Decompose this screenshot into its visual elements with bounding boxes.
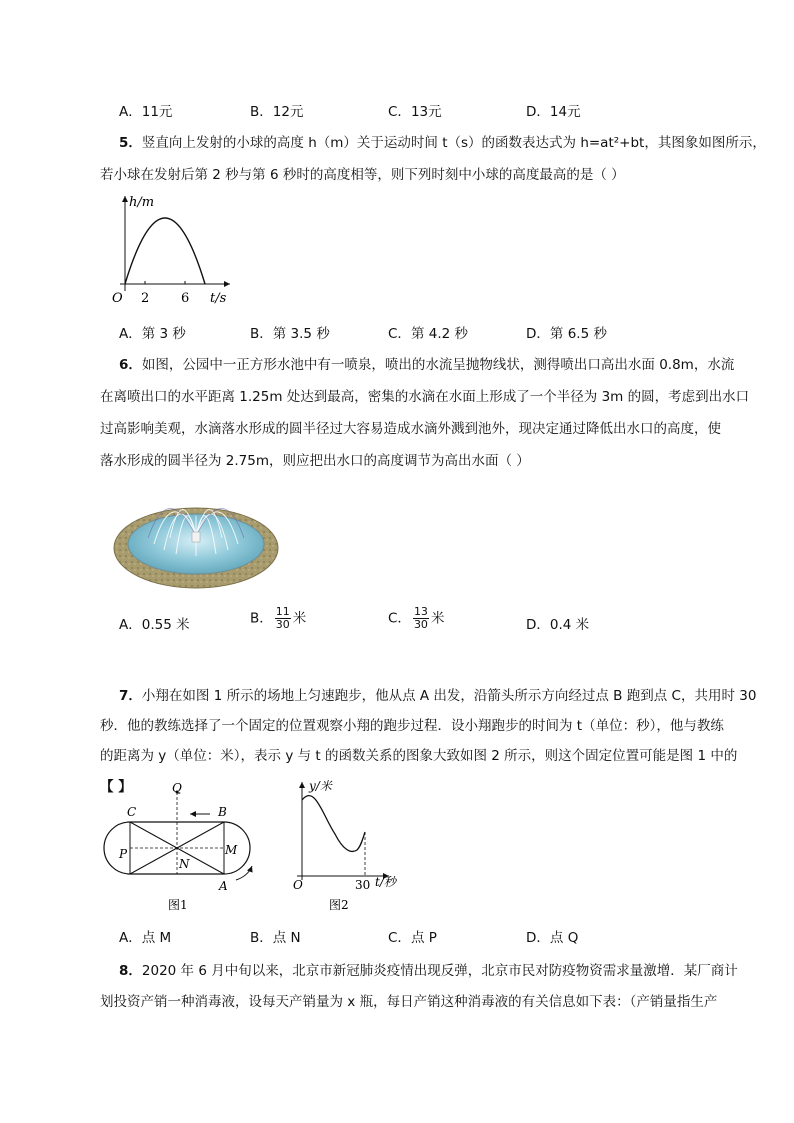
fountain-pool-image: [112, 488, 282, 592]
point-q-label: Q: [172, 782, 182, 795]
q7-figure-1-track: [100, 782, 265, 914]
q7-line-3: 的距离为 y（单位：米），表示 y 与 t 的函数关系的图象大致如图 2 所示，则这个固定位置可能是图 1 中的: [100, 748, 738, 764]
q6-option-b-fraction: $\frac{11}{30}$: [275, 605, 290, 631]
q5-tick-6: 6: [181, 291, 190, 306]
q5-option-d: D．第 6.5 秒: [526, 326, 607, 342]
q8-number: 8．: [119, 963, 142, 979]
q4-option-d: D．14元: [526, 104, 581, 120]
q7-origin: O: [293, 878, 303, 892]
q6-option-d: D．0.4 米: [526, 617, 590, 633]
q7-x-label: t/秒: [375, 875, 396, 889]
point-m-label: M: [225, 843, 238, 857]
q5-line-2: 若小球在发射后第 2 秒与第 6 秒时的高度相等，则下列时刻中小球的高度最高的是（ ）: [100, 167, 625, 183]
q7-tick-30: 30: [355, 878, 371, 892]
q5-tick-2: 2: [141, 291, 150, 306]
q5-parabola-graph: [100, 192, 250, 310]
point-a-label: A: [219, 879, 228, 893]
q7-option-d: D．点 Q: [526, 930, 579, 946]
point-c-label: C: [127, 805, 137, 819]
q4-option-c: C．13元: [388, 104, 442, 120]
q5-origin: O: [112, 291, 123, 306]
q6-line-3: 过高影响美观，水滴落水形成的圆半径过大容易造成水滴外溅到池外，现决定通过降低出水口的高度，使: [100, 421, 721, 437]
q5-y-label: h/m: [129, 195, 155, 210]
q6-option-a: A．0.55 米: [119, 617, 190, 633]
q7-number: 7．: [119, 688, 142, 704]
q8-line-2: 划投资产销一种消毒液，设每天产销量为 x 瓶，每日产销这种消毒液的有关信息如下表：（产销量指生产: [100, 994, 718, 1010]
figure-2-caption: 图2: [329, 898, 349, 912]
q5-parabola-curve: [125, 218, 205, 284]
figure-1-caption: 图1: [168, 898, 188, 912]
q6-line-2: 在离喷出口的水平距离 1.25m 处达到最高，密集的水滴在水面上形成了一个半径为 3m 的圆，考虑到出水口: [100, 389, 750, 405]
point-p-label: P: [119, 847, 128, 861]
q7-line-4: 【 】: [100, 779, 132, 795]
q5-option-b: B．第 3.5 秒: [250, 326, 330, 342]
q6-option-c-fraction: $\frac{13}{30}$: [413, 605, 428, 631]
q6-option-b: B． $\frac{11}{30}$ 米: [250, 605, 307, 631]
q7-y-label: y/米: [309, 779, 332, 793]
q5-x-label: t/s: [210, 291, 227, 306]
q7-figure-2-graph: [285, 776, 415, 914]
q7-line-2: 秒．他的教练选择了一个固定的位置观察小翔的跑步过程．设小翔跑步的时间为 t（单位：秒），他与教练: [100, 718, 724, 734]
q6-number: 6．: [119, 357, 142, 373]
q7-option-c: C．点 P: [388, 930, 437, 946]
q7-option-a: A．点 M: [119, 930, 172, 946]
point-n-label: N: [179, 857, 190, 871]
point-b-label: B: [218, 805, 227, 819]
q5-option-a: A．第 3 秒: [119, 326, 186, 342]
q8-line-1: 8．2020 年 6 月中旬以来，北京市新冠肺炎疫情出现反弹，北京市民对防疫物资需求量激增．某厂商计: [119, 963, 738, 979]
q7-option-b: B．点 N: [250, 930, 301, 946]
q7-line-1: 7．小翔在如图 1 所示的场地上匀速跑步，他从点 A 出发，沿箭头所示方向经过点 B 跑到点 C，共用时 30: [119, 688, 757, 704]
q4-option-b: B．12元: [250, 104, 304, 120]
fountain-nozzle: [192, 532, 200, 542]
q4-option-a: A．11元: [119, 104, 173, 120]
q5-option-c: C．第 4.2 秒: [388, 326, 468, 342]
q6-line-4: 落水形成的圆半径为 2.75m，则应把出水口的高度调节为高出水面（ ）: [100, 453, 530, 469]
q7-distance-curve: [302, 796, 365, 852]
q6-option-c: C． $\frac{13}{30}$ 米: [388, 605, 445, 631]
q5-line-1: 5．竖直向上发射的小球的高度 h（m）关于运动时间 t（s）的函数表达式为 h=at²+bt，其图象如图所示，: [119, 135, 766, 151]
q6-line-1: 6．如图，公园中一正方形水池中有一喷泉，喷出的水流呈抛物线状，测得喷出口高出水面 0.8m，水流: [119, 357, 735, 373]
q5-number: 5．: [119, 135, 142, 151]
